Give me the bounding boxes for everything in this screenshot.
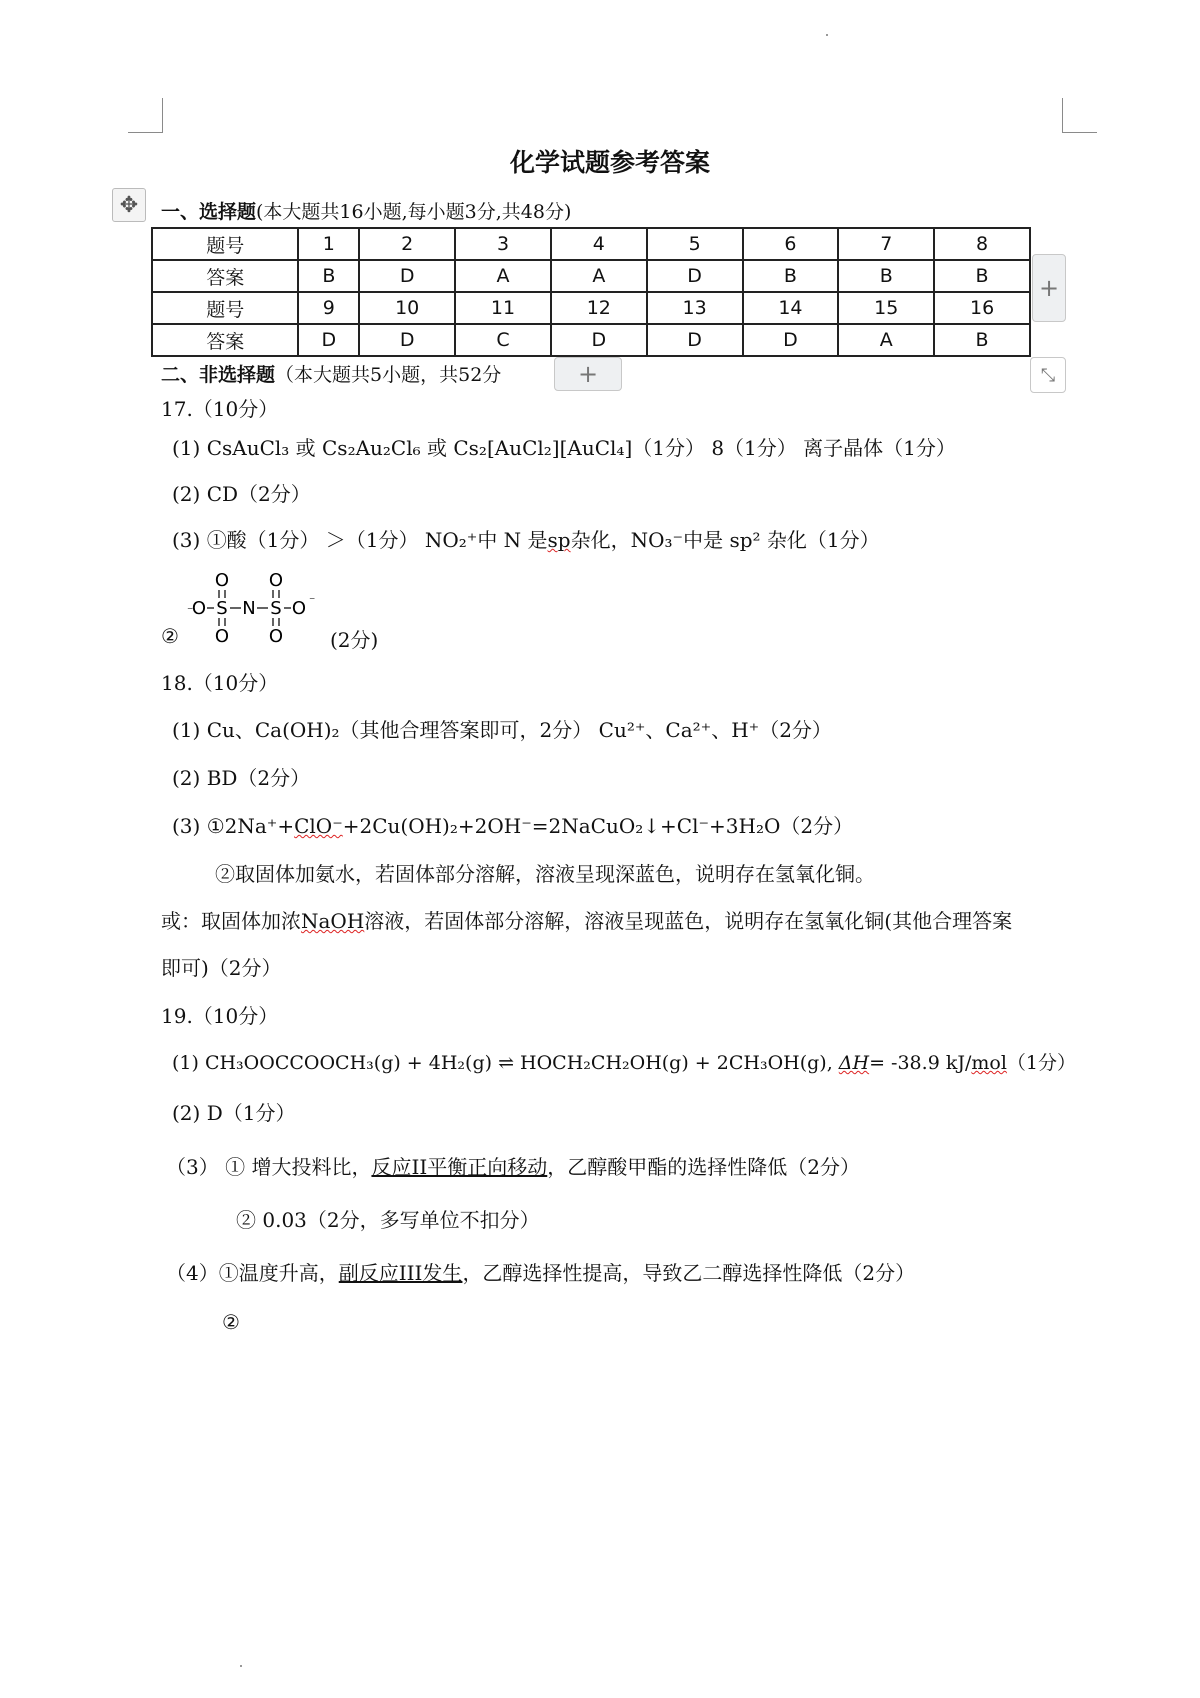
q19-part2: (2) D（1分）	[172, 1101, 296, 1125]
answer-table	[151, 227, 1031, 357]
q18-part6: 即可)（2分）	[161, 956, 282, 980]
resize-icon: ⤡	[1040, 364, 1056, 386]
q18-part1: (1) Cu、Ca(OH)₂（其他合理答案即可，2分） Cu²⁺、Ca²⁺、H⁺（2分）	[172, 718, 832, 742]
table-cell: D	[298, 324, 359, 356]
speck	[240, 1665, 242, 1667]
plus-icon: +	[577, 360, 599, 388]
table-cell: 9	[298, 292, 359, 324]
q17-part3	[172, 524, 880, 553]
table-cell: 13	[647, 292, 743, 324]
q19-part1-score: （1分）	[1006, 1052, 1076, 1074]
q17-part3-sp: sp	[547, 528, 571, 552]
q19-part4: ② 0.03（2分，多写单位不扣分）	[236, 1208, 540, 1232]
table-row	[152, 324, 1030, 356]
table-cell: B	[838, 260, 934, 292]
table-cell: D	[359, 324, 455, 356]
table-row	[152, 292, 1030, 324]
q18-part3-text: (3) ①2Na⁺+	[172, 814, 295, 838]
q19-enthalpy-value: = -38.9 kJ/	[869, 1052, 972, 1074]
table-cell: 8	[934, 228, 1030, 260]
table-cell: 答案	[152, 324, 298, 356]
table-cell: A	[551, 260, 647, 292]
table-cell: 6	[743, 228, 839, 260]
table-cell: A	[838, 324, 934, 356]
section1-heading	[161, 197, 571, 224]
q19-equation: (1) CH₃OOCCOOCH₃(g) + 4H₂(g) ⇌ HOCH₂CH₂OH(g) + 2CH₃OH(g)	[172, 1052, 827, 1074]
q17-part4-number: ②	[161, 624, 179, 648]
q19-heading: 19.（10分）	[161, 1004, 279, 1028]
atom-o: O	[291, 598, 307, 619]
table-cell: C	[455, 324, 551, 356]
q19-part5-text: （4）①温度升高，	[166, 1261, 339, 1285]
atom-o: O	[268, 626, 284, 647]
table-cell: 15	[838, 292, 934, 324]
q19-part5-underlined: 副反应III发生	[338, 1261, 463, 1285]
table-cell: 11	[455, 292, 551, 324]
table-cell: 3	[455, 228, 551, 260]
q18-part4: ②取固体加氨水，若固体部分溶解，溶液呈现深蓝色，说明存在氢氧化铜。	[215, 862, 875, 886]
table-cell: 4	[551, 228, 647, 260]
table-cell: D	[743, 324, 839, 356]
charge-minus: ⁻	[309, 593, 316, 607]
q18-part2: (2) BD（2分）	[172, 766, 311, 790]
table-cell: 2	[359, 228, 455, 260]
table-cell: D	[551, 324, 647, 356]
table-cell: 答案	[152, 260, 298, 292]
q18-part5-naoh: NaOH	[301, 909, 365, 933]
q19-part3-text-end: ，乙醇酸甲酯的选择性降低（2分）	[547, 1155, 860, 1179]
q19-part5	[166, 1257, 915, 1286]
crop-mark-top-right	[1062, 98, 1097, 133]
add-row-button[interactable]	[554, 357, 622, 391]
table-row	[152, 228, 1030, 260]
table-move-handle-icon[interactable]: ✥	[112, 188, 146, 222]
atom-s: S	[270, 598, 282, 619]
atom-o: O	[214, 570, 230, 591]
q18-part3	[172, 810, 853, 839]
atom-s: S	[216, 598, 228, 619]
table-cell: D	[359, 260, 455, 292]
q17-part4-score: (2分)	[330, 628, 379, 652]
table-cell: 16	[934, 292, 1030, 324]
q19-part3-text: （3） ① 增大投料比，	[166, 1155, 372, 1179]
q17-part3-text: (3) ①酸（1分） ＞（1分） NO₂⁺中 N 是	[172, 528, 548, 552]
q18-part5-text-end: 溶液，若固体部分溶解，溶液呈现蓝色，说明存在氢氧化铜(其他合理答案	[364, 909, 1013, 933]
table-cell: B	[298, 260, 359, 292]
q18-part3-clo: ClO⁻	[294, 814, 343, 838]
table-cell: B	[743, 260, 839, 292]
table-row	[152, 260, 1030, 292]
speck	[826, 34, 828, 36]
q18-part3-text-end: +2Cu(OH)₂+2OH⁻=2NaCuO₂↓+Cl⁻+3H₂O（2分）	[342, 814, 854, 838]
q17-part1: (1) CsAuCl₃ 或 Cs₂Au₂Cl₆ 或 Cs₂[AuCl₂][AuCl₄]（1分） 8（1分） 离子晶体（1分）	[172, 436, 956, 460]
q19-part1: (1) CH₃OOCCOOCH₃(g) + 4H₂(g) ⇌ HOCH₂CH₂OH(g) + 2CH₃OH(g), ΔH= -38.9 kJ/mol（1分）	[172, 1052, 1076, 1074]
q18-part5	[161, 905, 1012, 934]
atom-o: O	[191, 598, 207, 619]
crop-mark-top-left	[128, 98, 163, 133]
q18-heading: 18.（10分）	[161, 671, 279, 695]
page-title: 化学试题参考答案	[509, 148, 710, 177]
ion-structure-diagram	[183, 568, 323, 648]
q19-part5-text-end: ，乙醇选择性提高，导致乙二醇选择性降低（2分）	[462, 1261, 916, 1285]
q19-enthalpy-symbol: ΔH	[838, 1052, 870, 1074]
table-cell: 14	[743, 292, 839, 324]
atom-o: O	[268, 570, 284, 591]
q18-part5-text: 或：取固体加浓	[161, 909, 301, 933]
q19-part3	[166, 1151, 860, 1180]
table-cell: 7	[838, 228, 934, 260]
q19-enthalpy-unit: mol	[971, 1052, 1007, 1074]
add-column-button[interactable]	[1032, 254, 1066, 322]
table-cell: 题号	[152, 292, 298, 324]
table-cell: D	[647, 324, 743, 356]
table-cell: D	[647, 260, 743, 292]
table-cell: A	[455, 260, 551, 292]
table-cell: B	[934, 260, 1030, 292]
atom-o: O	[214, 626, 230, 647]
table-cell: 12	[551, 292, 647, 324]
table-cell: 10	[359, 292, 455, 324]
section2-note: （本大题共5小题，共52分	[275, 364, 502, 386]
q17-part3-text-end: 杂化，NO₃⁻中是 sp² 杂化（1分）	[570, 528, 880, 552]
section2-title: 二、非选择题	[161, 364, 276, 386]
section1-note: (本大题共16小题,每小题3分,共48分)	[256, 201, 572, 223]
q19-part3-underlined: 反应II平衡正向移动	[371, 1155, 548, 1179]
q17-heading: 17.（10分）	[161, 397, 279, 421]
table-cell: B	[934, 324, 1030, 356]
q17-part2: (2) CD（2分）	[172, 482, 311, 506]
table-resize-handle[interactable]	[1030, 357, 1066, 393]
table-cell: 1	[298, 228, 359, 260]
plus-icon: +	[1038, 274, 1060, 302]
section1-title: 一、选择题	[161, 201, 257, 223]
charge-minus: ⁻	[187, 603, 194, 617]
table-cell: 题号	[152, 228, 298, 260]
section2-heading	[161, 360, 501, 387]
table-cell: 5	[647, 228, 743, 260]
atom-n: N	[242, 598, 256, 619]
q19-part6: ②	[222, 1310, 240, 1334]
